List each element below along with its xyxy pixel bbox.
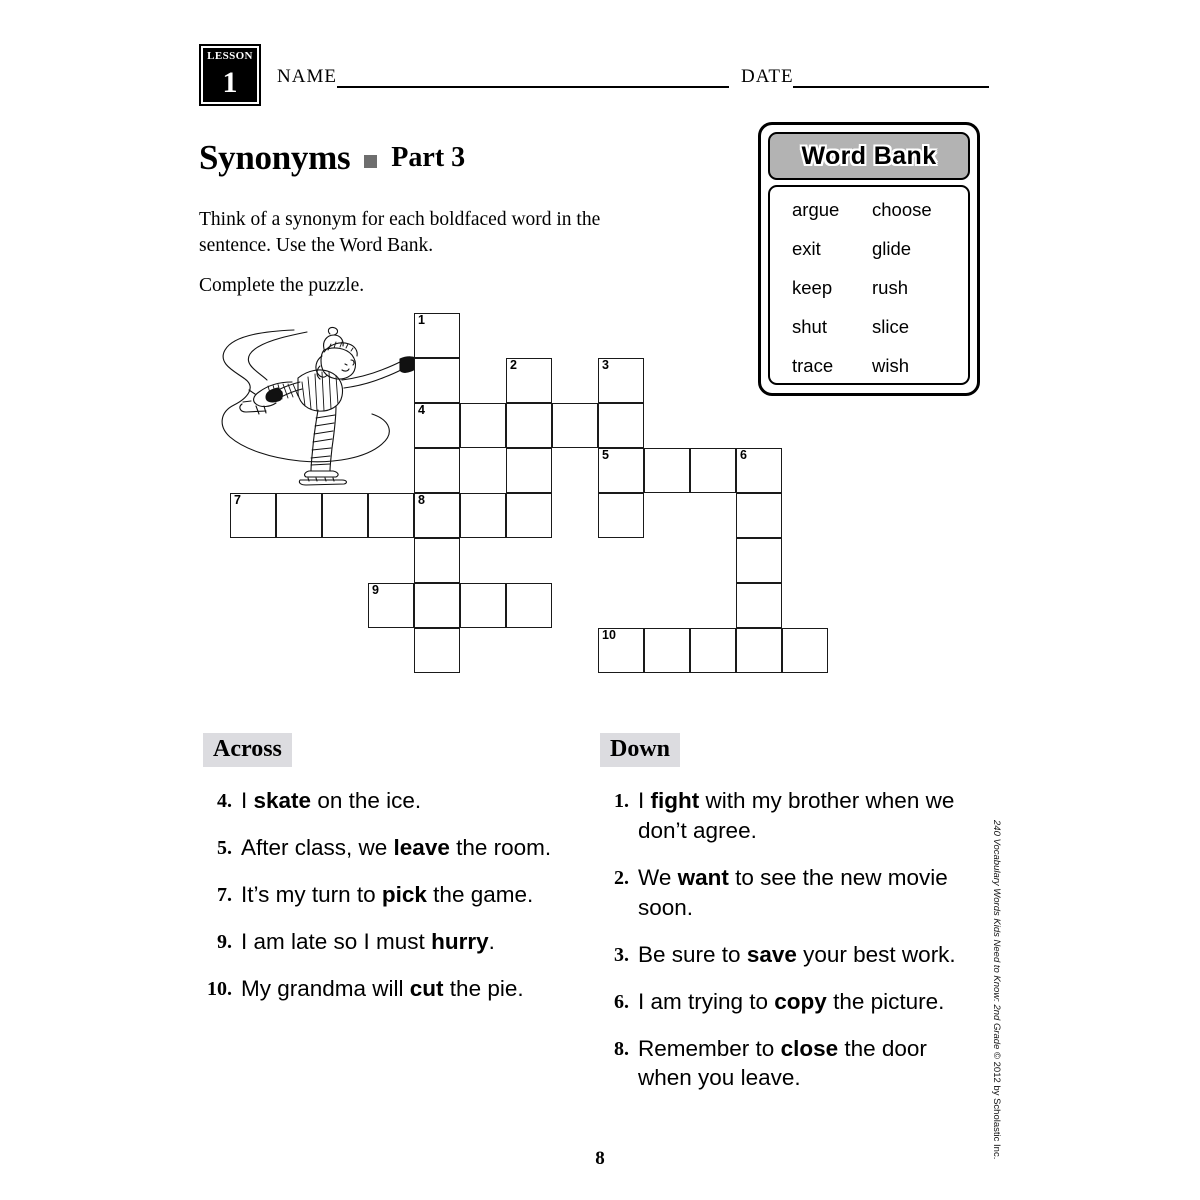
crossword-cell[interactable]: [598, 628, 644, 673]
clue-number: 2.: [614, 866, 629, 889]
crossword-cell-number: 6: [740, 448, 747, 462]
crossword-cell[interactable]: [552, 403, 598, 448]
crossword-cell[interactable]: [460, 403, 506, 448]
instructions-line-2: Complete the puzzle.: [199, 274, 365, 296]
crossword-cell-number: 1: [418, 313, 425, 327]
clue-text: I am late so I must hurry.: [241, 928, 495, 954]
clue-number: 5.: [217, 836, 232, 859]
clue-text: I fight with my brother when we don’t agree.: [638, 788, 955, 843]
crossword-cell[interactable]: [414, 313, 460, 358]
crossword-cell[interactable]: [736, 628, 782, 673]
clue-number: 10.: [207, 977, 232, 1000]
word-bank-word: choose: [872, 199, 932, 220]
crossword-cell[interactable]: [368, 493, 414, 538]
crossword-cell-number: 7: [234, 493, 241, 507]
crossword-cell[interactable]: [414, 628, 460, 673]
side-credit-title: 240 Vocabulary Words Kids Need to Know: 2nd Grade: [991, 820, 1002, 1050]
down-clue: [600, 987, 980, 1017]
clue-number: 7.: [217, 883, 232, 906]
crossword-cell-number: 4: [418, 403, 425, 417]
clue-number: 6.: [614, 990, 629, 1013]
crossword-cell[interactable]: [230, 493, 276, 538]
lesson-badge-word: LESSON: [203, 48, 257, 64]
crossword-cell-number: 8: [418, 493, 425, 507]
crossword-cell[interactable]: [506, 493, 552, 538]
crossword-cell[interactable]: [644, 448, 690, 493]
page-title-part: Part 3: [391, 142, 466, 173]
crossword-cell[interactable]: [414, 358, 460, 403]
crossword-cell[interactable]: [460, 493, 506, 538]
crossword-cell[interactable]: [414, 403, 460, 448]
crossword-cell[interactable]: [460, 583, 506, 628]
across-clue: [203, 927, 573, 957]
crossword-cell[interactable]: [736, 538, 782, 583]
word-bank-word: argue: [792, 199, 840, 220]
crossword-cell[interactable]: [414, 493, 460, 538]
clue-text: It’s my turn to pick the game.: [241, 881, 534, 907]
across-clue: [203, 880, 573, 910]
crossword-cell[interactable]: [322, 493, 368, 538]
page-title-main: Synonyms: [199, 138, 351, 177]
side-credit: [991, 820, 1002, 1160]
crossword-cell-number: 5: [602, 448, 609, 462]
crossword-cell[interactable]: [506, 358, 552, 403]
word-bank-word: glide: [872, 238, 912, 259]
date-label: DATE: [741, 66, 794, 87]
crossword-cell[interactable]: [690, 448, 736, 493]
crossword-cell[interactable]: [506, 448, 552, 493]
clue-number: 1.: [614, 790, 629, 812]
crossword-cell[interactable]: [414, 583, 460, 628]
crossword-cell[interactable]: [598, 403, 644, 448]
clue-text: We want to see the new movie soon.: [638, 864, 948, 920]
crossword-cell[interactable]: [690, 628, 736, 673]
down-clue: [600, 786, 980, 846]
name-label: NAME: [277, 66, 337, 87]
clue-text: After class, we leave the room.: [241, 834, 552, 860]
crossword-cell-number: 3: [602, 358, 609, 372]
crossword-cell[interactable]: [368, 583, 414, 628]
down-heading: Down: [600, 733, 680, 767]
crossword-cell[interactable]: [782, 628, 828, 673]
crossword-cell[interactable]: [736, 493, 782, 538]
crossword-cell-number: 9: [372, 583, 379, 597]
clue-number: 3.: [614, 943, 629, 966]
word-bank-word: trace: [792, 355, 834, 376]
word-bank-word: slice: [872, 316, 910, 337]
clue-text: Be sure to save your best work.: [638, 941, 956, 967]
lesson-badge-number: 1: [203, 64, 257, 102]
side-credit-copyright: © 2012 by Scholastic Inc.: [991, 1049, 1002, 1160]
crossword-cell[interactable]: [506, 583, 552, 628]
across-heading: Across: [203, 733, 292, 767]
across-clue: [203, 974, 573, 1004]
across-clue: [203, 833, 573, 863]
crossword-cell[interactable]: [598, 493, 644, 538]
word-bank-word: exit: [792, 238, 821, 259]
across-clue-list: [203, 786, 573, 1021]
clue-number: 8.: [614, 1037, 629, 1060]
word-bank-word: rush: [872, 277, 908, 298]
crossword-cell[interactable]: [598, 448, 644, 493]
clue-text: Remember to close the door when you leave.: [638, 1035, 927, 1091]
word-bank-word: wish: [872, 355, 910, 376]
down-clue-list: [600, 786, 980, 1110]
crossword-cell[interactable]: [506, 403, 552, 448]
clue-number: 9.: [217, 930, 232, 953]
crossword-cell[interactable]: [414, 448, 460, 493]
crossword-cell[interactable]: [736, 448, 782, 493]
across-clue: [203, 786, 573, 816]
crossword-cell[interactable]: [644, 628, 690, 673]
clue-number: 4.: [217, 790, 232, 812]
instructions-line-1: Think of a synonym for each boldfaced word in the sentence. Use the Word Bank.: [199, 209, 601, 257]
crossword-cell[interactable]: [414, 538, 460, 583]
down-clue: [600, 863, 980, 923]
page-number: 8: [595, 1148, 605, 1169]
word-bank-word: shut: [792, 316, 827, 337]
crossword-cell-number: 2: [510, 358, 517, 372]
crossword-cell[interactable]: [276, 493, 322, 538]
crossword-cell[interactable]: [736, 583, 782, 628]
crossword-cell[interactable]: [598, 358, 644, 403]
word-bank-title: Word Bank: [801, 141, 937, 170]
crossword-cell-number: 10: [602, 628, 616, 642]
clue-text: I am trying to copy the picture.: [638, 988, 945, 1014]
word-bank-word: keep: [792, 277, 833, 298]
down-clue: [600, 1034, 980, 1094]
clue-text: My grandma will cut the pie.: [241, 975, 524, 1001]
down-clue: [600, 940, 980, 970]
clue-text: I skate on the ice.: [241, 788, 422, 813]
